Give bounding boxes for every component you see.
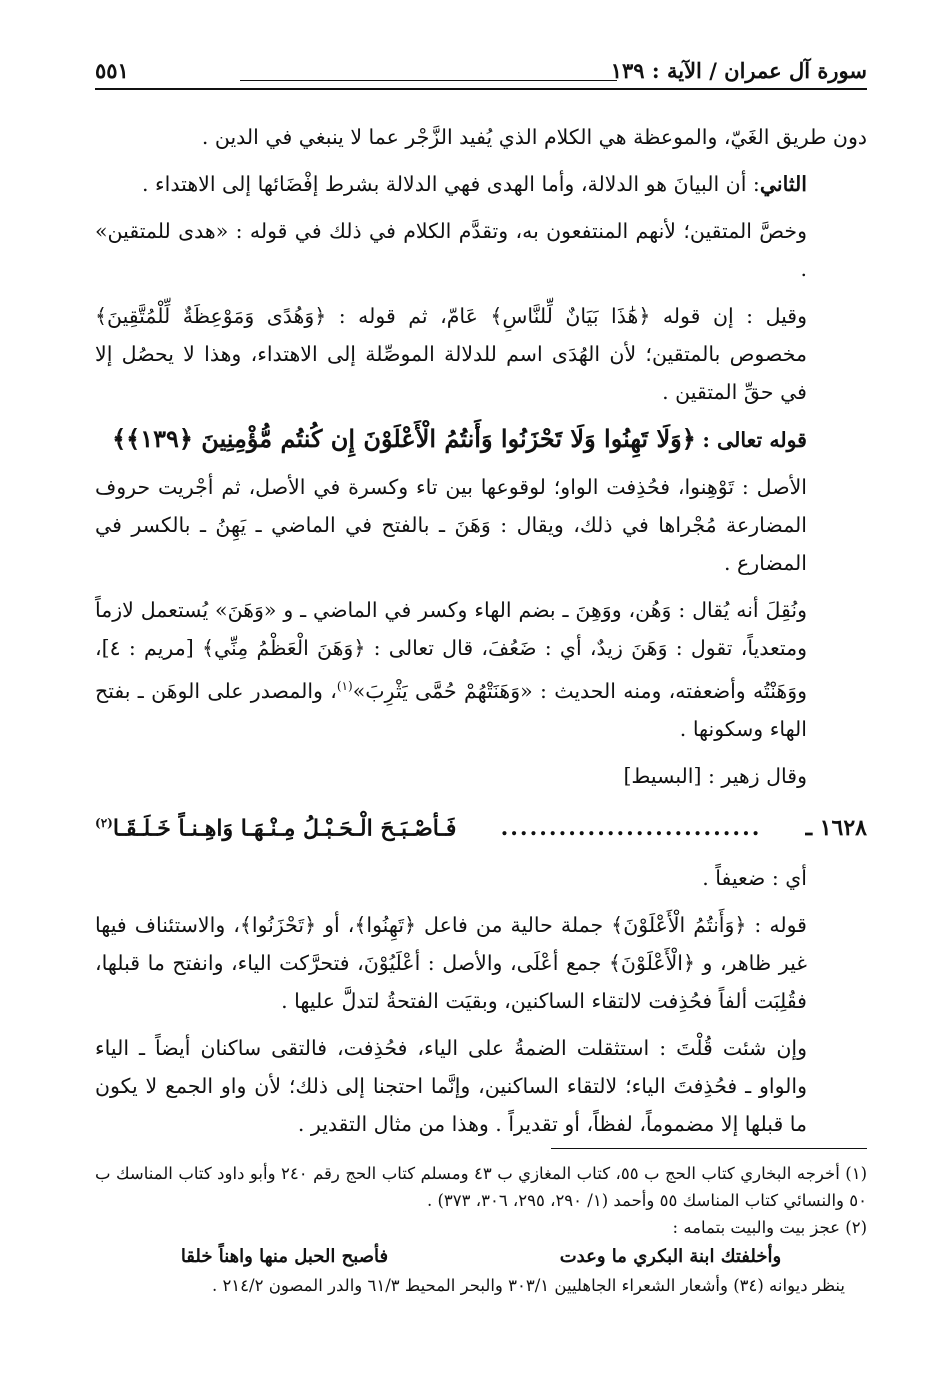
page-number: ٥٥١ [95,58,129,83]
verse-hemistich-left: فأصبح الحبل منها واهناً خلقا [180,1246,389,1267]
paragraph-text: ، والمصدر على الوهَن ـ بفتح الهاء وسكونها . [95,678,807,741]
paragraph: دون طريق الغَيّ، والموعظة هي الكلام الذي يُفيد الزَّجْر عما لا ينبغي في الدين . [201,125,867,149]
paragraph: وقال زهير : [البسيط] [623,763,807,788]
poem-verse-text: فَـأصْـبَـحَ الْـحَـبْـلُ مِـنْـهَـا وَاهِـنـاً خَـلَـقَـا [112,815,457,842]
footnotes [95,1160,867,1299]
poem-line [95,804,867,847]
poem-number: ١٦٢٨ ـ [805,815,867,842]
paragraph [95,165,867,203]
footnote-ref: (١) [336,679,353,693]
paragraph-label: الثاني [759,172,807,196]
header-dash-line [240,80,617,81]
poem-dots: ........................... [500,815,762,842]
footnote-verse [95,1243,867,1270]
poem-verse [95,804,456,847]
footnote-1: (١) أخرجه البخاري كتاب الحج ب ٥٥، كتاب المغازي ب ٤٣ ومسلم كتاب الحج رقم ٢٤٠ وأبو داود كتاب المناسك ب ٥٠ والنسائي كتاب المناسك ٥٥ وأحمد (١/ ٢٩٠، ٢٩٥، ٣٠٦، ٣٧٣) . [95,1164,867,1210]
verse-intro: قوله تعالى : [702,428,807,452]
footnote-3: ينظر ديوانه (٣٤) وأشعار الشعراء الجاهليين ٣٠٣/١ والبحر المحيط ٦١/٣ والدر المصون ٢١٤/٢ . [211,1276,845,1295]
running-header [95,50,867,90]
quran-verse: ﴿وَلَا تَهِنُوا وَلَا تَحْزَنُوا وَأَنتُمُ الْأَعْلَوْنَ إِن كُنتُم مُّؤْمِنِينَ ﴿١٣٩﴾﴾ [112,424,696,453]
paragraph: أي : ضعيفاً . [702,866,807,891]
surah-verse-title: سورة آل عمران / الآية : ١٣٩ [610,58,867,83]
footnote-ref: (٢) [95,815,113,830]
paragraph-text: : أن البيانَ هو الدلالة، وأما الهدى فهي الدلالة بشرط إفْضَائها إلى الاهتداء . [142,172,760,196]
paragraph-text: ونُقِلَ أنه يُقال : وَهُن، ووَهِنَ ـ بضم الهاء وكسر في الماضي ـ و «وَهَنَ» يُستعمل لازماً ومتعدياً، تقول : وَهَنَ زيدٌ، أي : ضَعُفَ، قال تعالى : ﴿وَهَنَ الْعَظْمُ مِنِّي﴾ [مريم : ٤]، ووَهَنْتُه وأضعفته، ومنه الحديث : «وَهَنَتْهُمْ حُمَّى يَثْرِبَ» [95,598,807,703]
verse-hemistich-right: وأخلفتك ابنة البكري ما وعدت [559,1246,782,1267]
footnote-rule [551,1148,867,1149]
main-text [95,118,867,1152]
paragraph: الأصل : تَوْهِنوا، فحُذِفت الواو؛ لوقوعها بين تاء وكسرة في الأصل، ثم أجْريت حروف المضارعة مُجْراها في ذلك، ويقال : وَهَنَ ـ بالفتح في الماضي ـ يَهِنُ ـ بالكسر في المضارع . [95,475,807,575]
paragraph [95,591,867,748]
header-rule [95,88,867,90]
paragraph: وخصَّ المتقين؛ لأنهم المنتفعون به، وتقدَّم الكلام في ذلك في قوله : «هدى للمتقين» . [95,219,807,281]
footnote-2: (٢) عجز بيت والبيت بتمامه : [672,1218,867,1237]
verse-heading [95,420,867,459]
paragraph: وإن شئت قُلْتَ : استثقلت الضمةُ على الياء، فحُذِفت، فالتقى ساكنان أيضاً ـ الياء والواو ـ فحُذِفتَ الياء؛ لالتقاء الساكنين، وإنَّما احتجنا إلى ذلك؛ لأن واو الجمع لا يكون ما قبلها إلا مضموماً، لفظاً، أو تقديراً . وهذا من مثال التقدير . [95,1036,807,1137]
paragraph: وقيل : إن قوله ﴿هَٰذَا بَيَانٌ لِّلنَّاسِ﴾ عَامّ، ثم قوله : ﴿وَهُدًى وَمَوْعِظَةٌ لِّلْمُتَّقِينَ﴾ مخصوص بالمتقين؛ لأن الهُدَى اسم للدلالة الموصِّلة إلى الاهتداء، وهذا لا يحصُل إلا في حقِّ المتقين . [95,304,807,404]
paragraph: قوله : ﴿وَأَنتُمُ الْأَعْلَوْنَ﴾ جملة حالية من فاعل ﴿تَهِنُوا﴾، أو ﴿تَحْزَنُوا﴾، والاستئناف فيها غير ظاهر، و ﴿الْأَعْلَوْنَ﴾ جمع أعْلَى، والأصل : أعْلَيُوْنَ، فتحرَّكت الياء، وانفتح ما قبلها، فقُلِبَت ألفاً فحُذِفت لالتقاء الساكنين، وبقيَت الفتحةُ لتدلَّ عليها . [95,913,807,1014]
